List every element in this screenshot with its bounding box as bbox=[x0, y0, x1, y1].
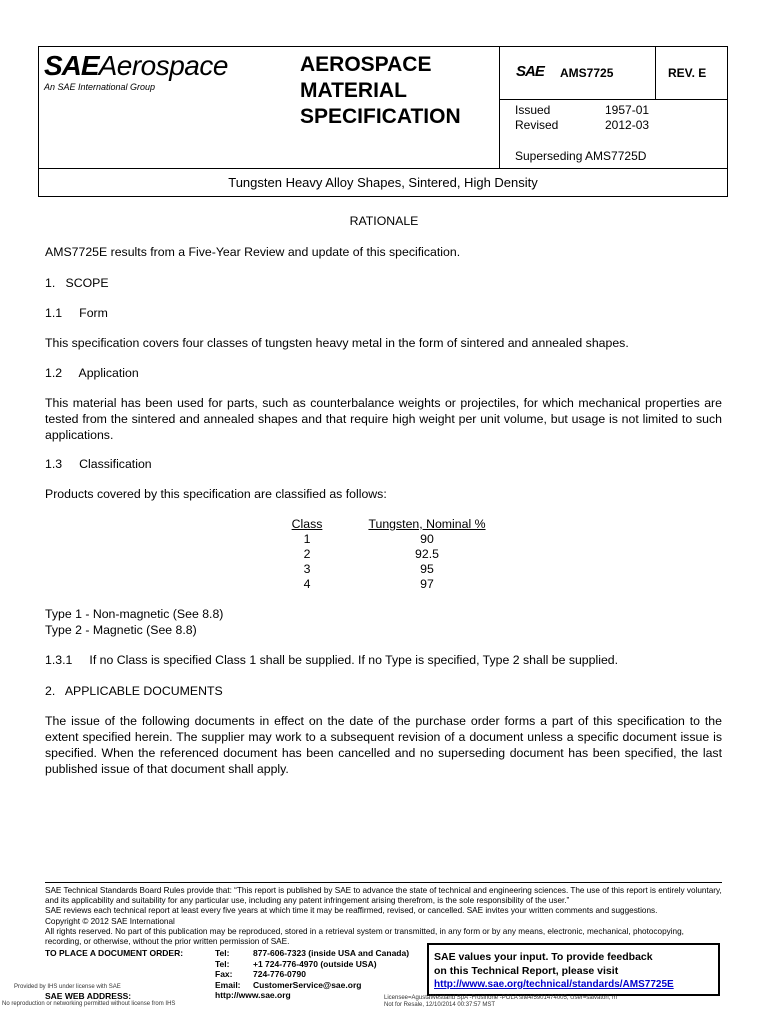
title-line: SPECIFICATION bbox=[300, 105, 461, 128]
section-heading: 1.3 Classification bbox=[45, 457, 152, 471]
paragraph: 1.3.1 If no Class is specified Class 1 shall be supplied. If no Type is specified, Type 2 shall be supplied. bbox=[45, 653, 619, 667]
table-cell: 92.5 bbox=[415, 547, 439, 561]
revised-label: Revised bbox=[515, 118, 559, 132]
feedback-text: on this Technical Report, please visit bbox=[434, 965, 619, 977]
paragraph: The issue of the following documents in effect on the date of the purchase order forms a part of this specification to the extent specified herein. The supplier may work to a subsequent revision of a document unless a specific document issue is specified. When the referenced document has been cancelled and no superseding document has been specified, the last published issue of that document shall apply. bbox=[45, 714, 722, 776]
sae-aerospace-logo bbox=[44, 50, 228, 82]
tel-outside-usa[interactable]: +1 724-776-4970 (outside USA) bbox=[253, 958, 377, 969]
fax-label: Fax: bbox=[215, 969, 233, 980]
table-cell: 1 bbox=[303, 532, 311, 546]
table-header: Class bbox=[291, 517, 323, 531]
type-2: Type 2 - Magnetic (See 8.8) bbox=[45, 623, 197, 637]
board-rules: SAE Technical Standards Board Rules provide that: “This report is published by SAE to advance the state of technical and engineering sciences. The use of this report is entirely voluntary, and its applicability and suitability for any particular use, including any patent infringement arising therefrom, is the sole responsibility of the user.” bbox=[45, 886, 722, 906]
ihs-notice: No reproduction or networking permitted without license from IHS bbox=[2, 1001, 176, 1007]
divider bbox=[38, 168, 728, 169]
table-cell: 4 bbox=[303, 577, 311, 591]
title-line: AEROSPACE bbox=[300, 53, 432, 76]
type-1: Type 1 - Non-magnetic (See 8.8) bbox=[45, 607, 224, 621]
logo-subtitle: An SAE International Group bbox=[44, 82, 156, 92]
section-heading: 1.2 Application bbox=[45, 366, 139, 380]
tel-label: Tel: bbox=[215, 958, 230, 969]
tel-inside-usa[interactable]: 877-606-7323 (inside USA and Canada) bbox=[253, 948, 410, 958]
footer-legal bbox=[45, 886, 722, 947]
divider bbox=[655, 46, 656, 99]
feedback-box bbox=[427, 943, 720, 996]
document-subtitle: Tungsten Heavy Alloy Shapes, Sintered, High Density bbox=[228, 175, 538, 190]
title-line: MATERIAL bbox=[300, 79, 407, 102]
issued-label: Issued bbox=[515, 103, 551, 117]
order-label: TO PLACE A DOCUMENT ORDER: bbox=[45, 948, 184, 958]
rights: All rights reserved. No part of this publication may be reproduced, stored in a retrieval system or transmitted, in any form or by any means, electronic, mechanical, photocopying, recording, or otherwise, without the prior written permission of SAE. bbox=[45, 926, 684, 947]
resale-notice: Not for Resale, 12/10/2014 00:37:57 MST bbox=[384, 1002, 496, 1008]
web-address-label: SAE WEB ADDRESS: bbox=[45, 991, 132, 1001]
rationale-text: AMS7725E results from a Five-Year Review and update of this specification. bbox=[45, 245, 461, 259]
fax-number: 724-776-0790 bbox=[253, 969, 306, 980]
logo-aerospace: Aerospace bbox=[98, 50, 228, 81]
table-cell: 95 bbox=[420, 562, 434, 576]
table-cell: 2 bbox=[303, 547, 311, 561]
tel-label: Tel: bbox=[215, 948, 230, 958]
issued-value: 1957-01 bbox=[605, 103, 650, 117]
paragraph: Products covered by this specification are classified as follows: bbox=[45, 487, 387, 501]
logo-sae: SAE bbox=[44, 50, 99, 81]
review-note: SAE reviews each technical report at least every five years at which time it may be reaffirmed, revised, or cancelled. SAE invites your written comments and suggestions. bbox=[45, 906, 658, 916]
divider bbox=[499, 99, 728, 100]
table-cell: 97 bbox=[420, 577, 434, 591]
superseding: Superseding AMS7725D bbox=[515, 149, 647, 163]
feedback-link[interactable]: http://www.sae.org/technical/standards/AMS7725E bbox=[434, 979, 674, 990]
section-heading: 2. APPLICABLE DOCUMENTS bbox=[45, 684, 223, 698]
document-type-title bbox=[300, 52, 461, 130]
paragraph: This specification covers four classes of tungsten heavy metal in the form of sintered and annealed shapes. bbox=[45, 336, 629, 350]
document-number: AMS7725 bbox=[560, 66, 614, 80]
table-cell: 3 bbox=[303, 562, 311, 576]
copyright: Copyright © 2012 SAE International bbox=[45, 916, 175, 926]
web-link[interactable]: http://www.sae.org bbox=[215, 990, 291, 1001]
section-heading: 1.1 Form bbox=[45, 306, 108, 320]
revised-value: 2012-03 bbox=[605, 118, 650, 132]
contact-info bbox=[215, 948, 409, 1001]
table-cell: 90 bbox=[420, 532, 434, 546]
divider bbox=[499, 46, 500, 168]
revision: REV. E bbox=[668, 66, 707, 80]
table-header: Tungsten, Nominal % bbox=[368, 517, 486, 531]
rationale-heading: RATIONALE bbox=[349, 214, 419, 228]
section-heading: 1. SCOPE bbox=[45, 276, 109, 290]
date-labels bbox=[515, 103, 558, 133]
paragraph: This material has been used for parts, such as counterbalance weights or projectiles, for which mechanical properties are tested from the sintered and annealed shapes and that require high weight per unit volume, but usage is not limited to such applications. bbox=[45, 396, 722, 442]
ihs-notice: Provided by IHS under license with SAE bbox=[14, 984, 121, 990]
feedback-text: SAE values your input. To provide feedback bbox=[434, 951, 653, 963]
date-values bbox=[605, 103, 649, 133]
licensee-notice: Licensee=AgustaWestland SpA -Frosinone -POLA site4/5901474005, User=salvatori, m bbox=[384, 995, 618, 1001]
email-link[interactable]: CustomerService@sae.org bbox=[253, 979, 362, 990]
email-label: Email: bbox=[215, 979, 241, 990]
footer-divider bbox=[45, 882, 722, 883]
mini-sae-logo: SAE bbox=[516, 63, 544, 80]
